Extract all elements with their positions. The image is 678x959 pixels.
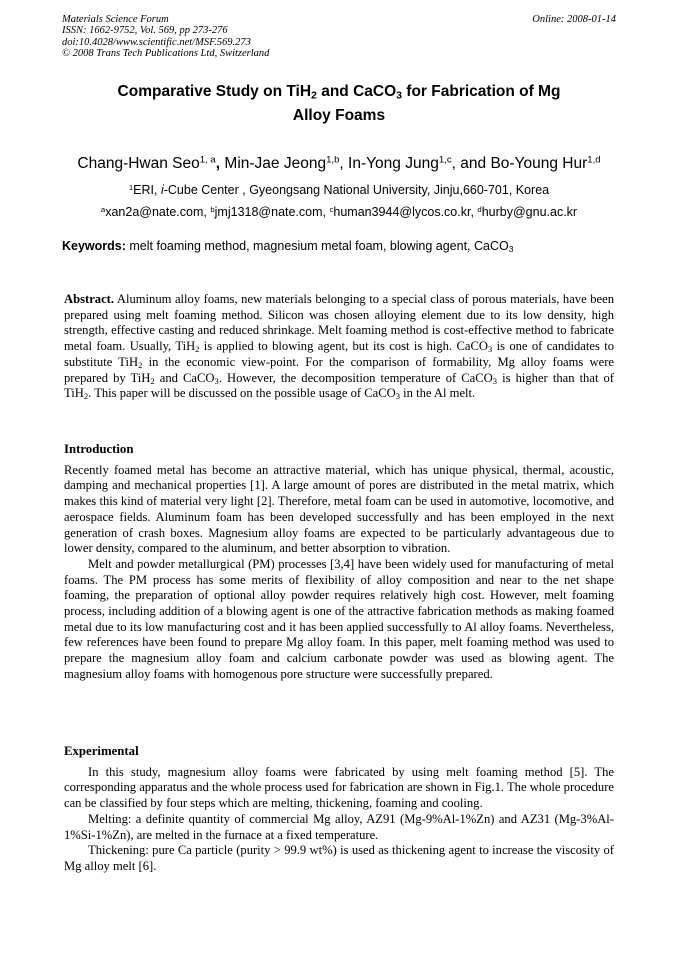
author-affil-mark: 1,b <box>326 154 340 166</box>
journal-header <box>62 14 616 59</box>
introduction-section <box>64 442 614 683</box>
author-affil-mark: 1, a <box>199 154 216 166</box>
experimental-heading: Experimental <box>64 744 139 758</box>
copyright-line: © 2008 Trans Tech Publications Ltd, Switzerland <box>62 47 270 59</box>
online-date: Online: 2008-01-14 <box>532 14 616 25</box>
experimental-paragraph-3: Thickening: pure Ca particle (purity > 99.9 wt%) is used as thickening agent to increase the viscosity of Mg alloy melt [6]. <box>64 843 614 873</box>
affiliation: $^1$ERI, i-Cube Center , Gyeongsang National University, Jinju,660-701, Korea <box>128 182 550 197</box>
author-separator: , <box>215 155 225 172</box>
experimental-section <box>64 744 614 875</box>
introduction-heading: Introduction <box>64 442 134 456</box>
journal-name: Materials Science Forum <box>62 14 169 25</box>
abstract-paragraph: Abstract. Aluminum alloy foams, new materials belonging to a special class of porous materials, have been prepared using melt foaming method. Silicon was chosen alloying element due to its low density, high strength, effective casting and reduced shrinkage. Melt foaming method is cost-effective method to fabricate metal foam. Usually, TiH$_2$ is applied to blowing agent, but its cost is high. CaCO$_3$ is one of candidates to substitute TiH$_2$ in the economic view-point. For the comparison of formability, Mg alloy foams were prepared by TiH$_2$ and CaCO$_3$. However, the decomposition temperature of CaCO$_3$ is higher than that of TiH$_2$. This paper will be discussed on the possible usage of CaCO$_3$ in the Al melt. <box>64 292 615 402</box>
title-line-2: Alloy Foams <box>292 107 386 124</box>
email-link[interactable]: human3944@lycos.co.kr <box>333 205 471 219</box>
introduction-paragraph-1: Recently foamed metal has become an attractive material, which has unique physical, thermal, acoustic, damping and mechanical properties [1]. A large amount of pores are distributed in the metal matrix, which makes this kind of material very light [2]. Therefore, metal foam can be used in automotive, locomotive, and aerospace fields. Aluminum foam has been developed successfully and has been employed in the next generation of crash boxes. Magnesium alloy foams are expected to be particularly advantageous due to lower density, compared to the aluminum, and better absorption to vibration. <box>64 462 614 556</box>
experimental-paragraph-2: Melting: a definite quantity of commercial Mg alloy, AZ91 (Mg-9%Al-1%Zn) and AZ31 (Mg-3%Al-1%Si-1%Zn), are melted in the furnace at a fixed temperature. <box>64 811 614 842</box>
abstract-label: Abstract. <box>64 292 115 306</box>
author-separator: , and <box>451 155 491 172</box>
email-link[interactable]: hurby@gnu.ac.kr <box>481 205 578 219</box>
email-list: $^a$xan2a@nate.com, $^b$jmj1318@nate.com, $^c$human3944@lycos.co.kr, $^d$hurby@gnu.ac.kr <box>100 204 578 219</box>
author-affil-mark: 1,d <box>587 154 601 166</box>
author-separator: , <box>339 155 349 172</box>
doi-line: doi:10.4028/www.scientific.net/MSF.569.273 <box>62 36 251 48</box>
keywords-label: Keywords: <box>62 239 126 253</box>
author-list <box>40 155 638 173</box>
author: In-Yong Jung <box>348 155 439 172</box>
author-affil-mark: 1,c <box>438 154 452 166</box>
author: Min-Jae Jeong <box>224 155 327 172</box>
abstract <box>64 292 614 402</box>
title-line-1: Comparative Study on TiH$_2$ and CaCO$_3$ for Fabrication of Mg <box>117 83 561 102</box>
keywords-line: Keywords: melt foaming method, magnesium metal foam, blowing agent, CaCO$_3$ <box>62 239 514 254</box>
paper-title <box>62 80 616 128</box>
email-link[interactable]: jmj1318@nate.com <box>214 205 323 219</box>
author: Chang-Hwan Seo <box>77 155 200 172</box>
author: Bo-Young Hur <box>490 155 588 172</box>
issn-line: ISSN: 1662-9752, Vol. 569, pp 273-276 <box>62 25 228 37</box>
introduction-paragraph-2: Melt and powder metallurgical (PM) processes [3,4] have been widely used for manufacturing of metal foams. The PM process has some merits of flexibility of alloy composition and near to the net shape foaming, the preparation of optional alloy powder requires relatively high cost. However, melt foaming process, including addition of a blowing agent is one of the attractive fabrication methods as making foamed metal due to its low manufacturing cost and it has been applied successfully to Al alloy foams. Nevertheless, few references have been found to prepare Mg alloy foam. In this paper, melt foaming method was used to prepare the magnesium alloy foam and calcium carbonate powder was used as blowing agent. The magnesium alloy foams with homogenous pore structure were successfully prepared. <box>64 556 614 681</box>
email-link[interactable]: xan2a@nate.com <box>105 205 204 219</box>
experimental-paragraph-1: In this study, magnesium alloy foams were fabricated by using melt foaming method [5]. The corresponding apparatus and the whole process used for fabrication are shown in Fig.1. The whole procedure can be classified by four steps which are melting, thickening, foaming and cooling. <box>64 764 614 811</box>
